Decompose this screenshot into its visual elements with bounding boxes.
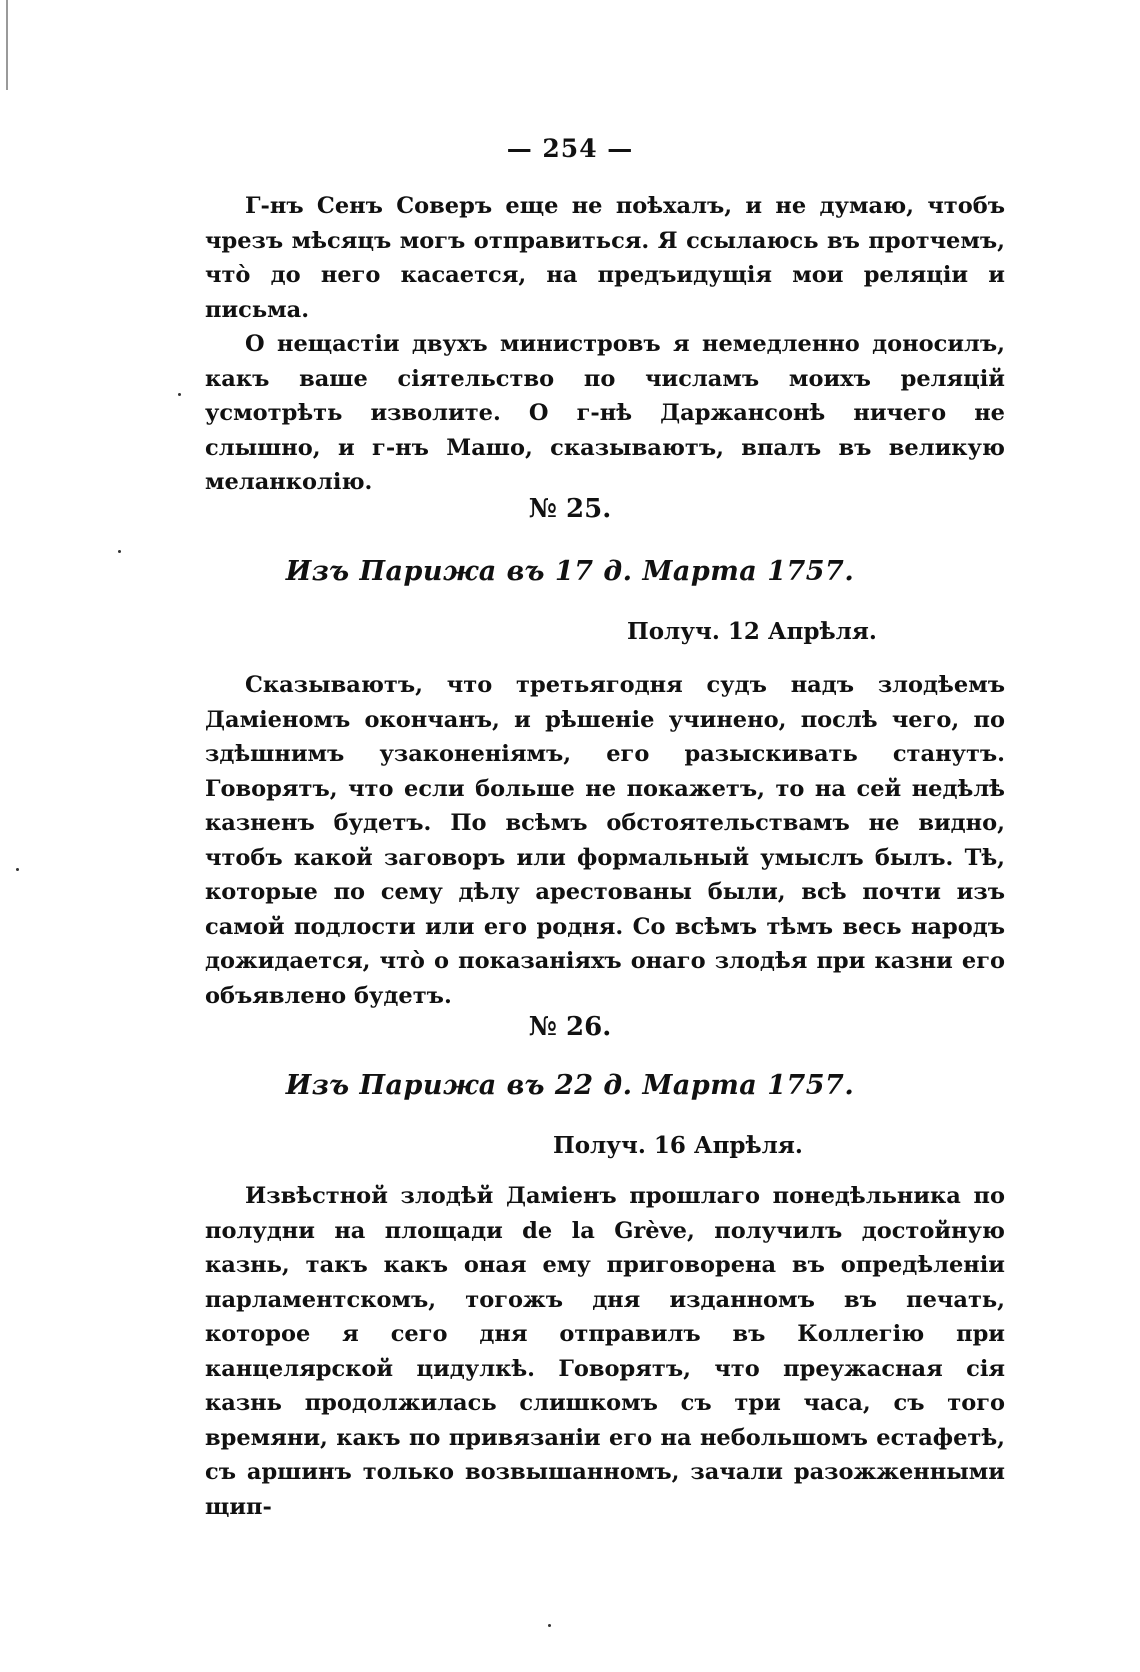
intro-text xyxy=(205,189,1005,500)
intro-paragraph: Г-нъ Сенъ Соверъ еще не поѣхалъ, и не думаю, чтобъ чрезъ мѣсяцъ могъ отправиться. Я ссылаюсь въ протчемъ, чтò до него касается, на предъидущія мои реляціи и письма. xyxy=(205,193,1005,323)
letter-paragraph: Извѣстной злодѣй Даміенъ прошлаго понедѣльника по полудни на площади de la Grève, получилъ достойную казнь, такъ какъ оная ему приговорена въ опредѣленіи парламентскомъ, тогожъ дня изданномъ въ печать, которое я сего дня отправилъ въ Коллегію при канцелярской цидулкѣ. Говорятъ, что преужасная сія казнь продолжилась слишкомъ съ три часа, съ того времяни, какъ по привязаніи его на небольшомъ естафетѣ, съ аршинъ только возвышанномъ, зачали разожженными щип- xyxy=(205,1183,1005,1520)
speck xyxy=(16,868,19,871)
letter-heading: Изъ Парижа въ 22 д. Марта 1757. xyxy=(285,1070,855,1101)
intro-paragraph: О нещастіи двухъ министровъ я немедленно доносилъ, какъ ваше сіятельство по числамъ моихъ реляцій усмотрѣть изволите. О г-нѣ Даржансонѣ ничего не слышно, и г-нъ Машо, сказываютъ, впалъ въ великую меланколію. xyxy=(205,331,1005,495)
letter-heading: Изъ Парижа въ 17 д. Марта 1757. xyxy=(285,556,855,587)
speck xyxy=(548,1624,551,1627)
letter-text xyxy=(205,1179,1005,1524)
letter-text xyxy=(205,668,1005,1013)
speck xyxy=(118,550,121,553)
received-date: Получ. 16 Апрѣля. xyxy=(553,1132,803,1159)
letter-number: № 26. xyxy=(528,1012,612,1042)
page-number: — 254 — xyxy=(506,134,634,163)
page-edge xyxy=(6,0,8,90)
received-date: Получ. 12 Апрѣля. xyxy=(627,618,877,645)
letter-paragraph: Сказываютъ, что третьягодня судъ надъ злодѣемъ Даміеномъ окончанъ, и рѣшеніе учинено, послѣ чего, по здѣшнимъ узаконеніямъ, его разыскивать станутъ. Говорятъ, что если больше не покажетъ, то на сей недѣлѣ казненъ будетъ. По всѣмъ обстоятельствамъ не видно, чтобъ какой заговоръ или формальный умыслъ былъ. Тѣ, которые по сему дѣлу арестованы были, всѣ почти изъ самой подлости или его родня. Со всѣмъ тѣмъ весь народъ дожидается, чтò о показаніяхъ онаго злодѣя при казни его объявлено будетъ. xyxy=(205,672,1005,1009)
speck xyxy=(178,393,181,396)
letter-number: № 25. xyxy=(528,494,612,524)
